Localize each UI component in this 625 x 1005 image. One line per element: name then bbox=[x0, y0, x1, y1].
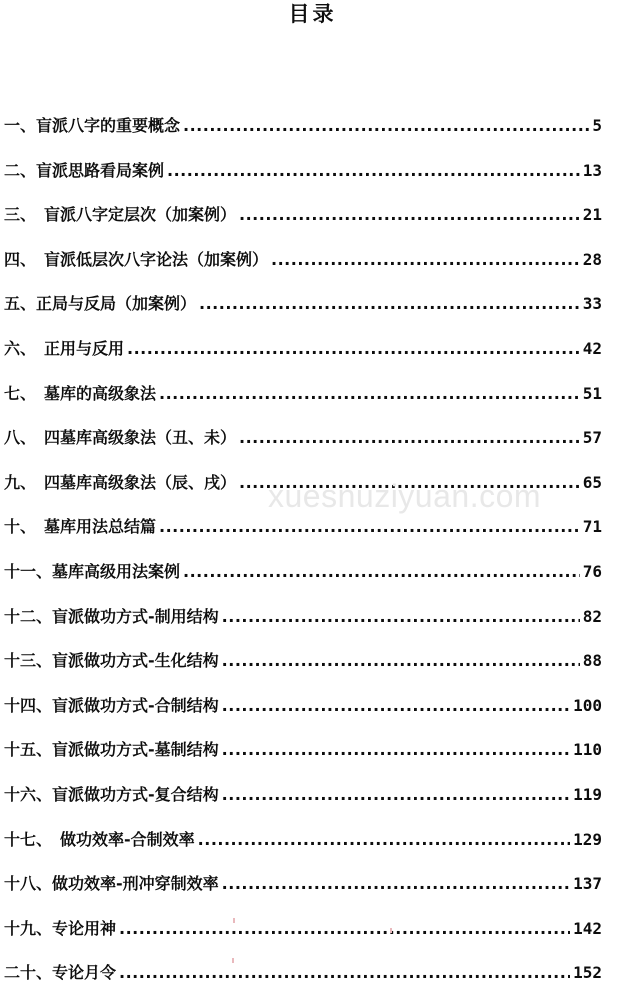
toc-entry[interactable] bbox=[4, 916, 602, 961]
toc-leader-dots bbox=[239, 205, 580, 224]
toc-entry[interactable] bbox=[4, 604, 602, 649]
toc-entry-title: 五、正局与反局（加案例） bbox=[4, 294, 197, 314]
toc-leader-dots bbox=[119, 963, 570, 982]
toc-leader-dots bbox=[183, 116, 589, 135]
toc-entry[interactable] bbox=[4, 737, 602, 782]
toc-entry[interactable] bbox=[4, 425, 602, 470]
toc-entry-page-number: 28 bbox=[582, 249, 602, 269]
scan-speck bbox=[390, 928, 392, 933]
toc-leader-dots bbox=[183, 562, 580, 581]
scan-speck bbox=[233, 918, 235, 923]
toc-entry[interactable] bbox=[4, 202, 602, 247]
toc-entry-title: 十六、盲派做功方式-复合结构 bbox=[4, 784, 219, 804]
toc-leader-dots bbox=[222, 785, 570, 804]
toc-leader-dots bbox=[222, 696, 570, 715]
toc-leader-dots bbox=[222, 874, 570, 893]
toc-entry-page-number: 88 bbox=[582, 651, 602, 671]
toc-leader-dots bbox=[222, 740, 570, 759]
toc-leader-dots bbox=[222, 607, 580, 626]
toc-entry-title: 三、 盲派八字定层次（加案例） bbox=[4, 205, 237, 225]
toc-leader-dots bbox=[199, 294, 580, 313]
toc-entry-page-number: 129 bbox=[573, 829, 602, 849]
toc-entry-page-number: 119 bbox=[573, 784, 602, 804]
toc-entry-page-number: 142 bbox=[573, 918, 602, 938]
toc-entry-page-number: 13 bbox=[582, 160, 602, 180]
toc-leader-dots bbox=[167, 161, 580, 180]
toc-entry-page-number: 110 bbox=[573, 740, 602, 760]
toc-entry[interactable] bbox=[4, 113, 602, 158]
toc-entry[interactable] bbox=[4, 693, 602, 738]
toc-entry[interactable] bbox=[4, 960, 602, 1005]
toc-entry-page-number: 57 bbox=[582, 428, 602, 448]
toc-entry[interactable] bbox=[4, 871, 602, 916]
scan-speck bbox=[232, 958, 234, 963]
watermark: xuesnuziyuan.com bbox=[268, 478, 542, 514]
toc-entry[interactable] bbox=[4, 514, 602, 559]
toc-entry-page-number: 82 bbox=[582, 606, 602, 626]
page-title: 目录 bbox=[288, 2, 337, 26]
toc-leader-dots bbox=[127, 339, 580, 358]
toc-entry[interactable] bbox=[4, 247, 602, 292]
toc-leader-dots bbox=[159, 517, 580, 536]
toc-entry-page-number: 5 bbox=[592, 116, 602, 135]
toc-entry-page-number: 51 bbox=[582, 383, 602, 403]
toc-leader-dots bbox=[159, 384, 580, 403]
toc-entry-title: 一、盲派八字的重要概念 bbox=[4, 116, 181, 135]
toc-entry-page-number: 100 bbox=[573, 695, 602, 715]
toc-leader-dots bbox=[271, 250, 580, 269]
toc-entry[interactable] bbox=[4, 648, 602, 693]
toc-entry-title: 十九、专论用神 bbox=[4, 918, 117, 938]
toc-entry[interactable] bbox=[4, 291, 602, 336]
toc-entry[interactable] bbox=[4, 559, 602, 604]
toc-leader-dots bbox=[222, 651, 580, 670]
toc-entry-page-number: 65 bbox=[582, 472, 602, 492]
toc-entry[interactable] bbox=[4, 158, 602, 203]
toc-entry[interactable] bbox=[4, 827, 602, 872]
toc-entry-title: 四、 盲派低层次八字论法（加案例） bbox=[4, 249, 269, 269]
toc-entry[interactable] bbox=[4, 336, 602, 381]
toc-entry-page-number: 137 bbox=[573, 874, 602, 894]
toc-entry-title: 二、盲派思路看局案例 bbox=[4, 160, 165, 180]
toc-entry-title: 九、 四墓库高级象法（辰、戌） bbox=[4, 472, 237, 492]
toc-entry-title: 七、 墓库的高级象法 bbox=[4, 383, 157, 403]
toc-entry-title: 十四、盲派做功方式-合制结构 bbox=[4, 695, 219, 715]
toc-leader-dots bbox=[239, 428, 580, 447]
toc-entry[interactable] bbox=[4, 381, 602, 426]
toc-entry-page-number: 21 bbox=[582, 205, 602, 225]
table-of-contents bbox=[4, 113, 602, 1005]
toc-leader-dots bbox=[198, 830, 570, 849]
toc-entry-page-number: 42 bbox=[582, 338, 602, 358]
toc-entry-title: 十、 墓库用法总结篇 bbox=[4, 517, 157, 537]
toc-entry-title: 八、 四墓库高级象法（丑、未） bbox=[4, 428, 237, 448]
toc-entry-title: 二十、专论月令 bbox=[4, 963, 117, 983]
toc-entry-title: 十三、盲派做功方式-生化结构 bbox=[4, 651, 219, 671]
toc-entry[interactable] bbox=[4, 782, 602, 827]
toc-entry-page-number: 33 bbox=[582, 294, 602, 314]
toc-leader-dots bbox=[119, 919, 570, 938]
toc-entry-page-number: 152 bbox=[573, 963, 602, 983]
toc-entry-title: 十七、 做功效率-合制效率 bbox=[4, 829, 195, 849]
toc-entry-title: 十八、做功效率-刑冲穿制效率 bbox=[4, 874, 219, 894]
toc-entry-title: 十二、盲派做功方式-制用结构 bbox=[4, 606, 219, 626]
toc-entry-title: 六、 正用与反用 bbox=[4, 338, 125, 358]
toc-entry-title: 十五、盲派做功方式-墓制结构 bbox=[4, 740, 219, 760]
toc-entry-page-number: 76 bbox=[582, 561, 602, 581]
toc-entry-title: 十一、墓库高级用法案例 bbox=[4, 561, 181, 581]
toc-entry-page-number: 71 bbox=[582, 517, 602, 537]
